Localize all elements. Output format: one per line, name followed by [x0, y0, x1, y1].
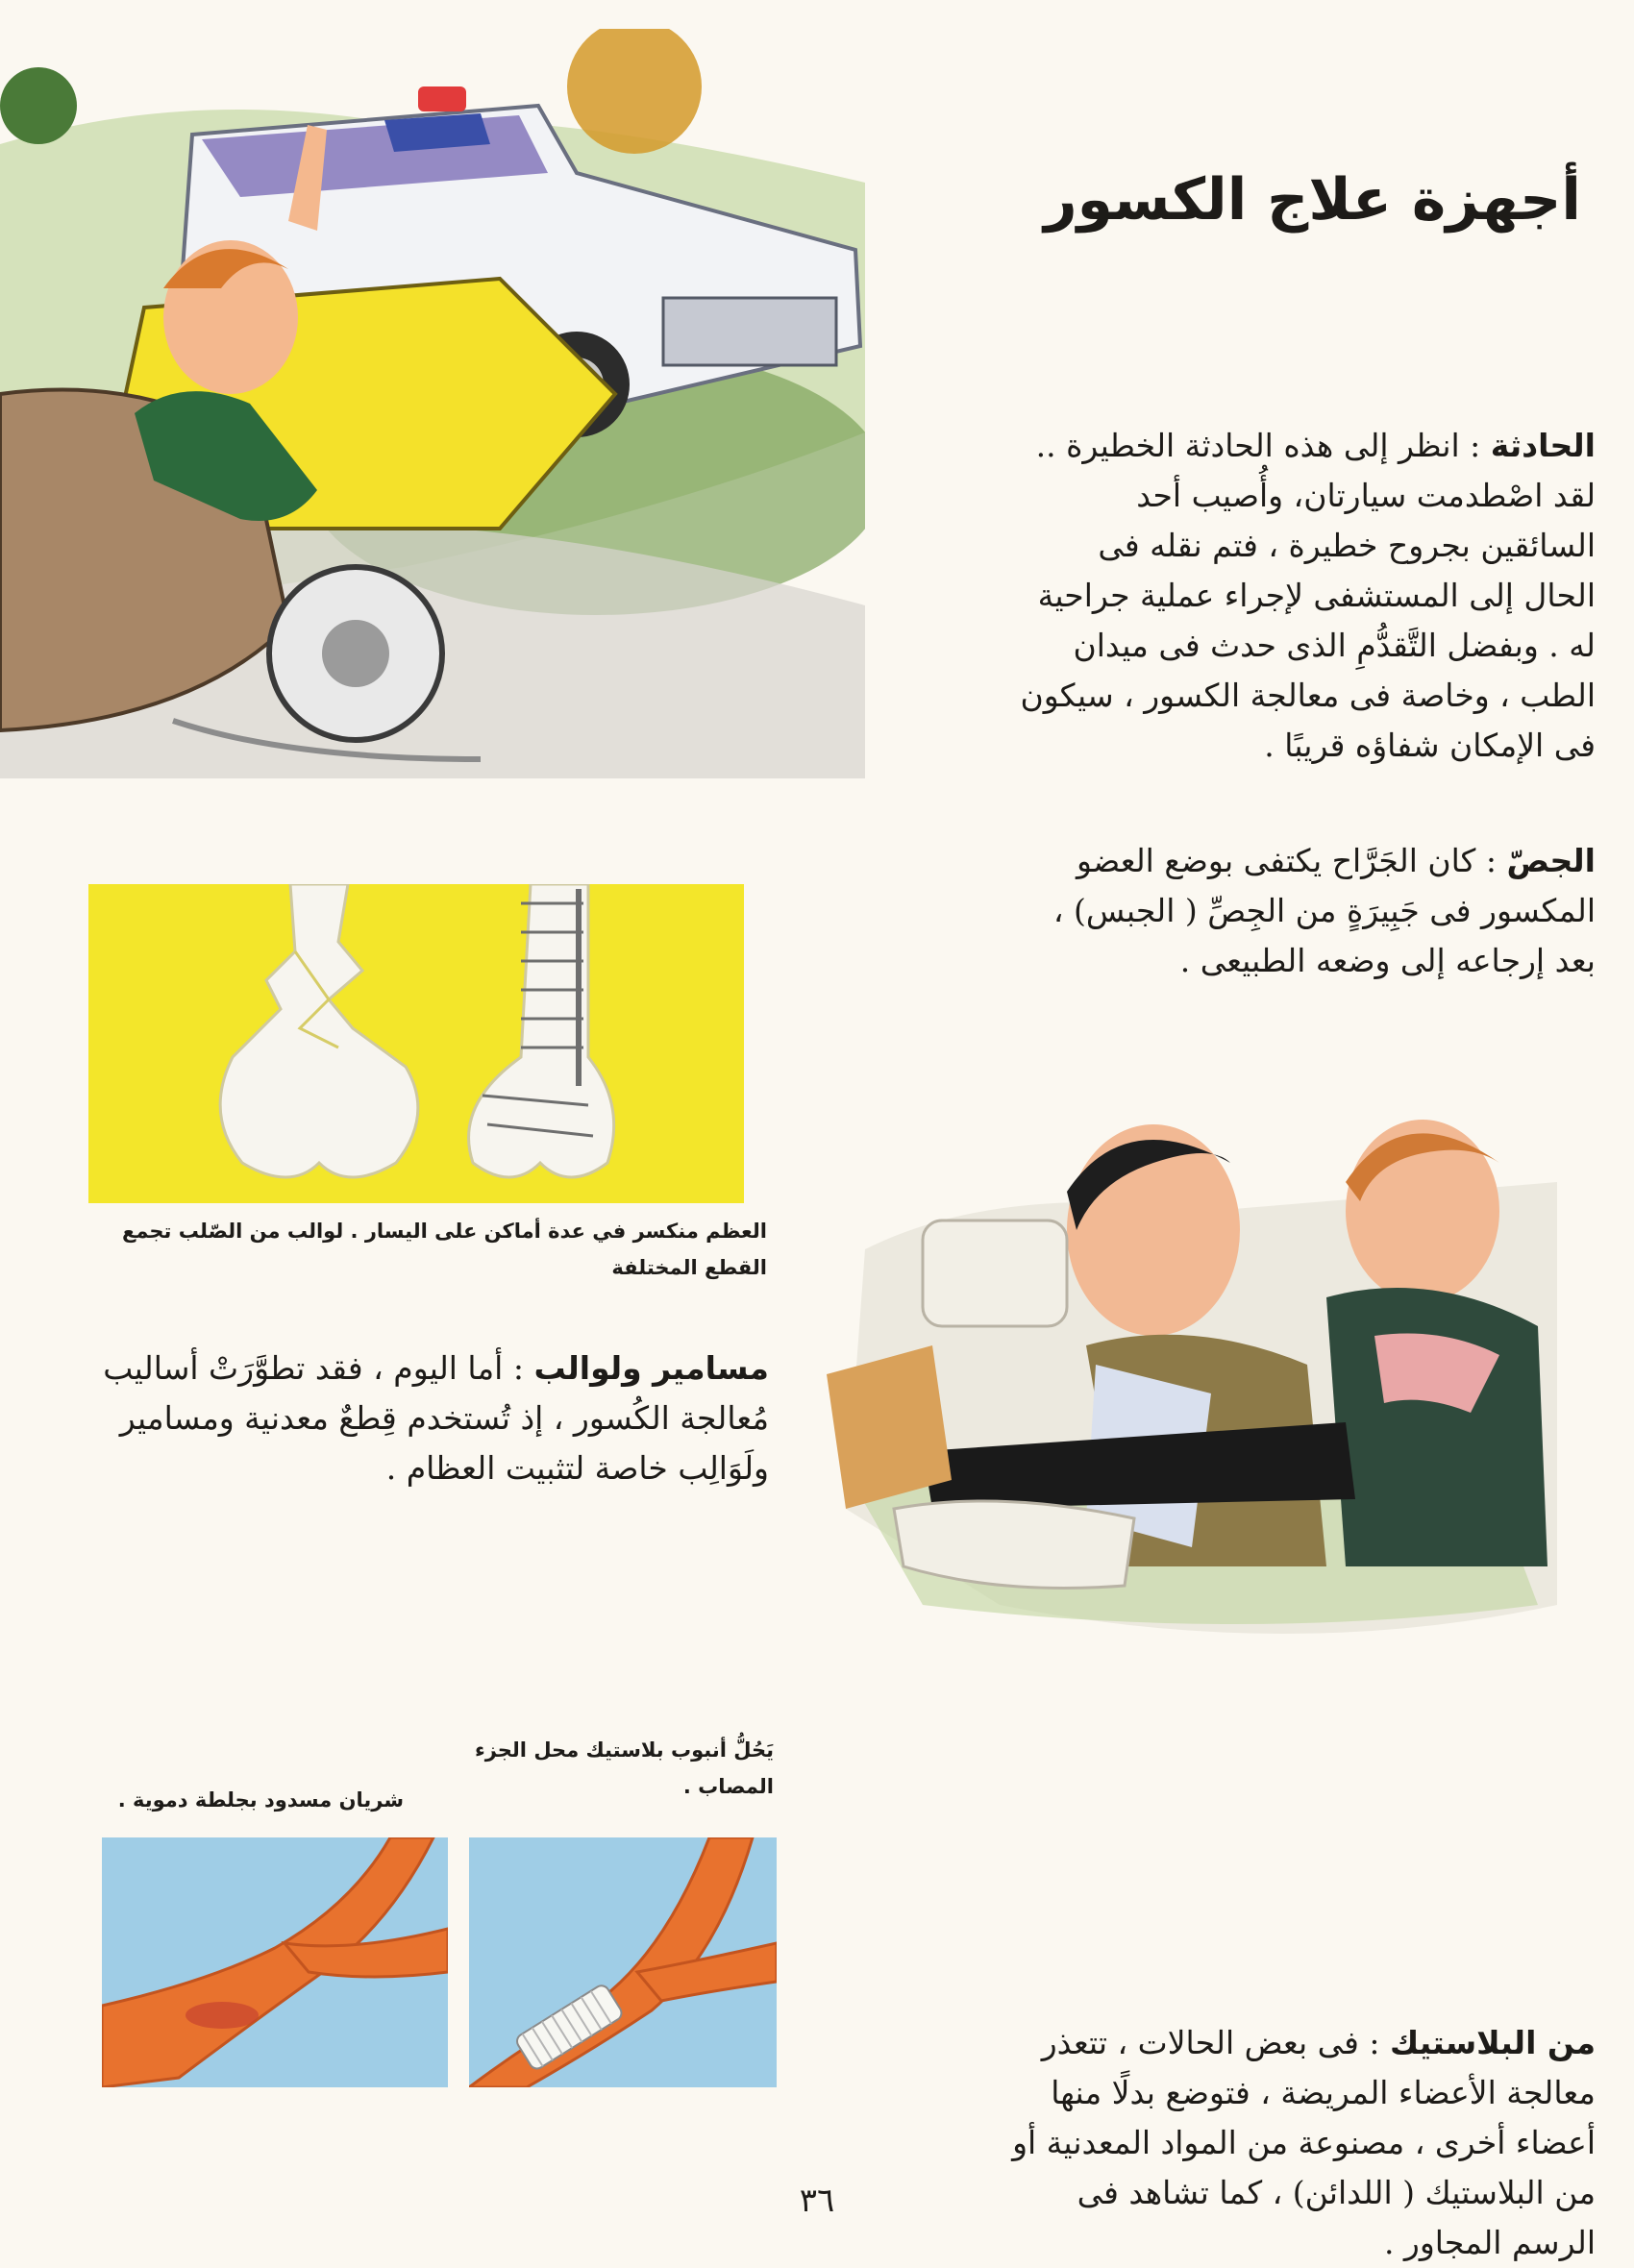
paragraph-lead: الحادثة — [1490, 427, 1596, 464]
paragraph-body: : أما اليوم ، فقد تطوَّرَتْ أساليب مُعالجة الكُسور ، إذ تُستخدم قِطعٌ معدنية ومسامير ولَوَالِب خاصة لتثبيت العظام . — [103, 1349, 769, 1487]
paragraph-lead: مسامير ولوالب — [533, 1349, 769, 1387]
caption-tube: يَحُلُّ أنبوب بلاستيك محل الجزء المصاب . — [474, 1738, 774, 1798]
paragraph-nails-screws — [96, 1344, 769, 1493]
accident-illustration — [0, 29, 865, 778]
paragraph-plastic — [1000, 2018, 1596, 2268]
paragraph-lead: من البلاستيك — [1390, 2024, 1596, 2061]
paragraph-body: : كان الجَرَّاح يكتفى بوضع العضو المكسور فى جَبِيرَةٍ من الجِصِّ ( الجبس) ، بعد إرجاعه إلى وضعه الطبيعى . — [1052, 842, 1596, 979]
plaster-cast-illustration — [807, 1105, 1557, 1643]
caption-artery: شريان مسدود بجلطة دموية . — [117, 1788, 404, 1812]
page-title: أجهزة علاج الكسور — [1044, 166, 1581, 234]
plastic-tube-illustration — [469, 1837, 777, 2087]
paragraph-lead: الجصّ — [1506, 842, 1596, 879]
paragraph-accident — [1019, 421, 1596, 771]
paragraph-body: : انظر إلى هذه الحادثة الخطيرة .. لقد اصْطدمت سيارتان، وأُصيب أحد السائقين بجروح خطيرة ، فتم نقله فى الحال إلى المستشفى لإجراء عملية جراحية له . وبفضل التَّقدُّمِ الذى حدث فى ميدان الطب ، وخاصة فى معالجة الكسور ، سيكون فى الإمكان شفاؤه قريبًا . — [1020, 427, 1596, 764]
caption-bone: العظم منكسر في عدة أماكن على اليسار . لوالب من الصّلب تجمع القطع المختلفة — [122, 1220, 767, 1279]
paragraph-plaster — [1019, 836, 1596, 986]
paragraph-body: : فى بعض الحالات ، تتعذر معالجة الأعضاء المريضة ، فتوضع بدلًا منها أعضاء أخرى ، مصنوعة من المواد المعدنية أو من البلاستيك ( اللدائن) ، كما تشاهد فى الرسم المجاور . — [1012, 2024, 1596, 2261]
blocked-artery-illustration — [102, 1837, 448, 2087]
bone-fracture-illustration — [88, 884, 744, 1203]
page-number: ٣٦ — [799, 2182, 835, 2220]
